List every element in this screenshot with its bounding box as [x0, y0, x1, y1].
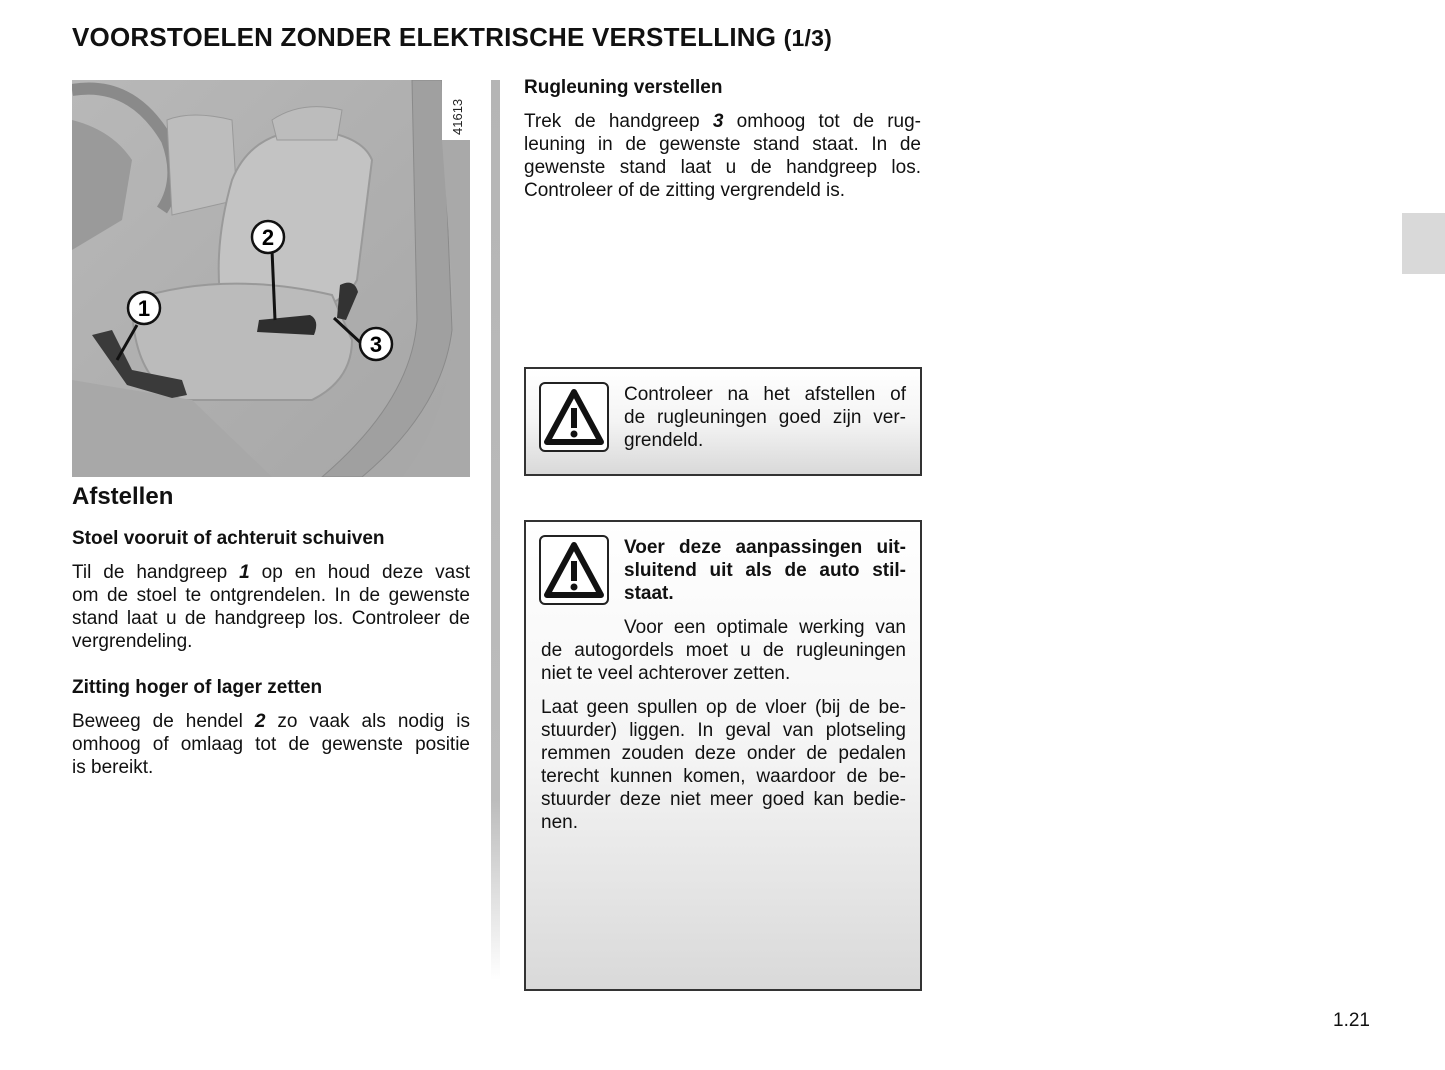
callout-reference: 1 — [239, 562, 250, 583]
right-column — [524, 76, 921, 214]
paragraph-slide-seat — [72, 561, 470, 653]
callout-reference: 3 — [712, 111, 724, 132]
text-line: Controleer na het afstellen of — [624, 384, 906, 405]
column-divider — [491, 80, 500, 980]
callout-2 — [252, 221, 284, 253]
subheading-seat-height: Zitting hoger of lager zetten — [72, 677, 323, 698]
subheading-slide-seat: Stoel vooruit of achteruit schuiven — [72, 528, 385, 549]
figure-ref-number: 41613 — [450, 98, 465, 135]
page-number: 1.21 — [1333, 1010, 1370, 1031]
text-line: stuurder deze niet meer goed kan bedie- — [541, 789, 906, 810]
text-line: stuurder) liggen. In geval van plotseling — [541, 720, 906, 741]
text-line: Voor een optimale werking van — [624, 617, 906, 638]
text-line: de autogordels moet u de rugleuningen — [541, 640, 906, 661]
warning-paragraph-seatbelts — [541, 616, 906, 685]
text-line: Laat geen spullen op de vloer (bij de be- — [541, 697, 906, 718]
warning-box-standstill — [524, 520, 922, 991]
text-line: grendeld. — [624, 430, 704, 451]
section-heading-afstellen: Afstellen — [72, 483, 174, 510]
text-line: niet te veel achterover zetten. — [541, 663, 791, 684]
text-line: leuning in de gewenste stand staat. In de — [524, 134, 921, 155]
warning-box-backrest-lock — [524, 367, 922, 476]
left-column — [72, 485, 470, 791]
chapter-tab — [1402, 213, 1445, 274]
seat-illustration — [72, 80, 470, 477]
text-line: Voer deze aanpassingen uit- — [624, 537, 906, 558]
callout-1 — [128, 292, 160, 324]
paragraph-seat-height — [72, 710, 470, 779]
text-line: staat. — [624, 583, 674, 604]
text-line: omhoog of omlaag tot de gewenste positie — [72, 734, 470, 755]
warning-text-backrest-lock — [624, 383, 906, 452]
page-title — [72, 22, 832, 53]
warning-triangle-icon — [539, 382, 609, 452]
text-line: is bereikt. — [72, 757, 154, 778]
text-line: vergrendeling. — [72, 631, 193, 652]
paragraph-backrest — [524, 110, 921, 202]
text-line: Beweeg de hendel 2 zo vaak als nodig is — [72, 711, 471, 732]
warning-bold-text — [624, 536, 906, 605]
svg-text:3: 3 — [369, 332, 383, 357]
text-line: Til de handgreep 1 op en houd deze vast — [72, 562, 470, 583]
text-line: gewenste stand laat u de handgreep los. — [524, 157, 921, 178]
callout-reference: 2 — [254, 711, 266, 732]
text-line: stand laat u de handgreep los. Controleer de — [72, 608, 470, 629]
text-line: om de stoel te ontgrendelen. In de gewenste — [72, 585, 470, 606]
warning-paragraph-floor — [541, 696, 906, 834]
text-line: sluitend uit als de auto stil- — [624, 560, 906, 581]
text-line: nen. — [541, 812, 578, 833]
text-line: Controleer of de zitting vergrendeld is. — [524, 180, 846, 201]
warning-triangle-icon — [539, 535, 609, 605]
text-line: de rugleuningen goed zijn ver- — [624, 407, 906, 428]
title-page-indicator: (1/3) — [783, 25, 832, 51]
subheading-backrest: Rugleuning verstellen — [524, 77, 723, 98]
text-line: terecht kunnen komen, waardoor de be- — [541, 766, 906, 787]
text-line: remmen zouden deze onder de pedalen — [541, 743, 906, 764]
svg-text:1: 1 — [137, 296, 151, 321]
svg-text:2: 2 — [261, 225, 275, 250]
callout-3 — [360, 328, 392, 360]
text-line: Trek de handgreep 3 omhoog tot de rug- — [524, 111, 921, 132]
title-text: VOORSTOELEN ZONDER ELEKTRISCHE VERSTELLING — [72, 22, 777, 52]
